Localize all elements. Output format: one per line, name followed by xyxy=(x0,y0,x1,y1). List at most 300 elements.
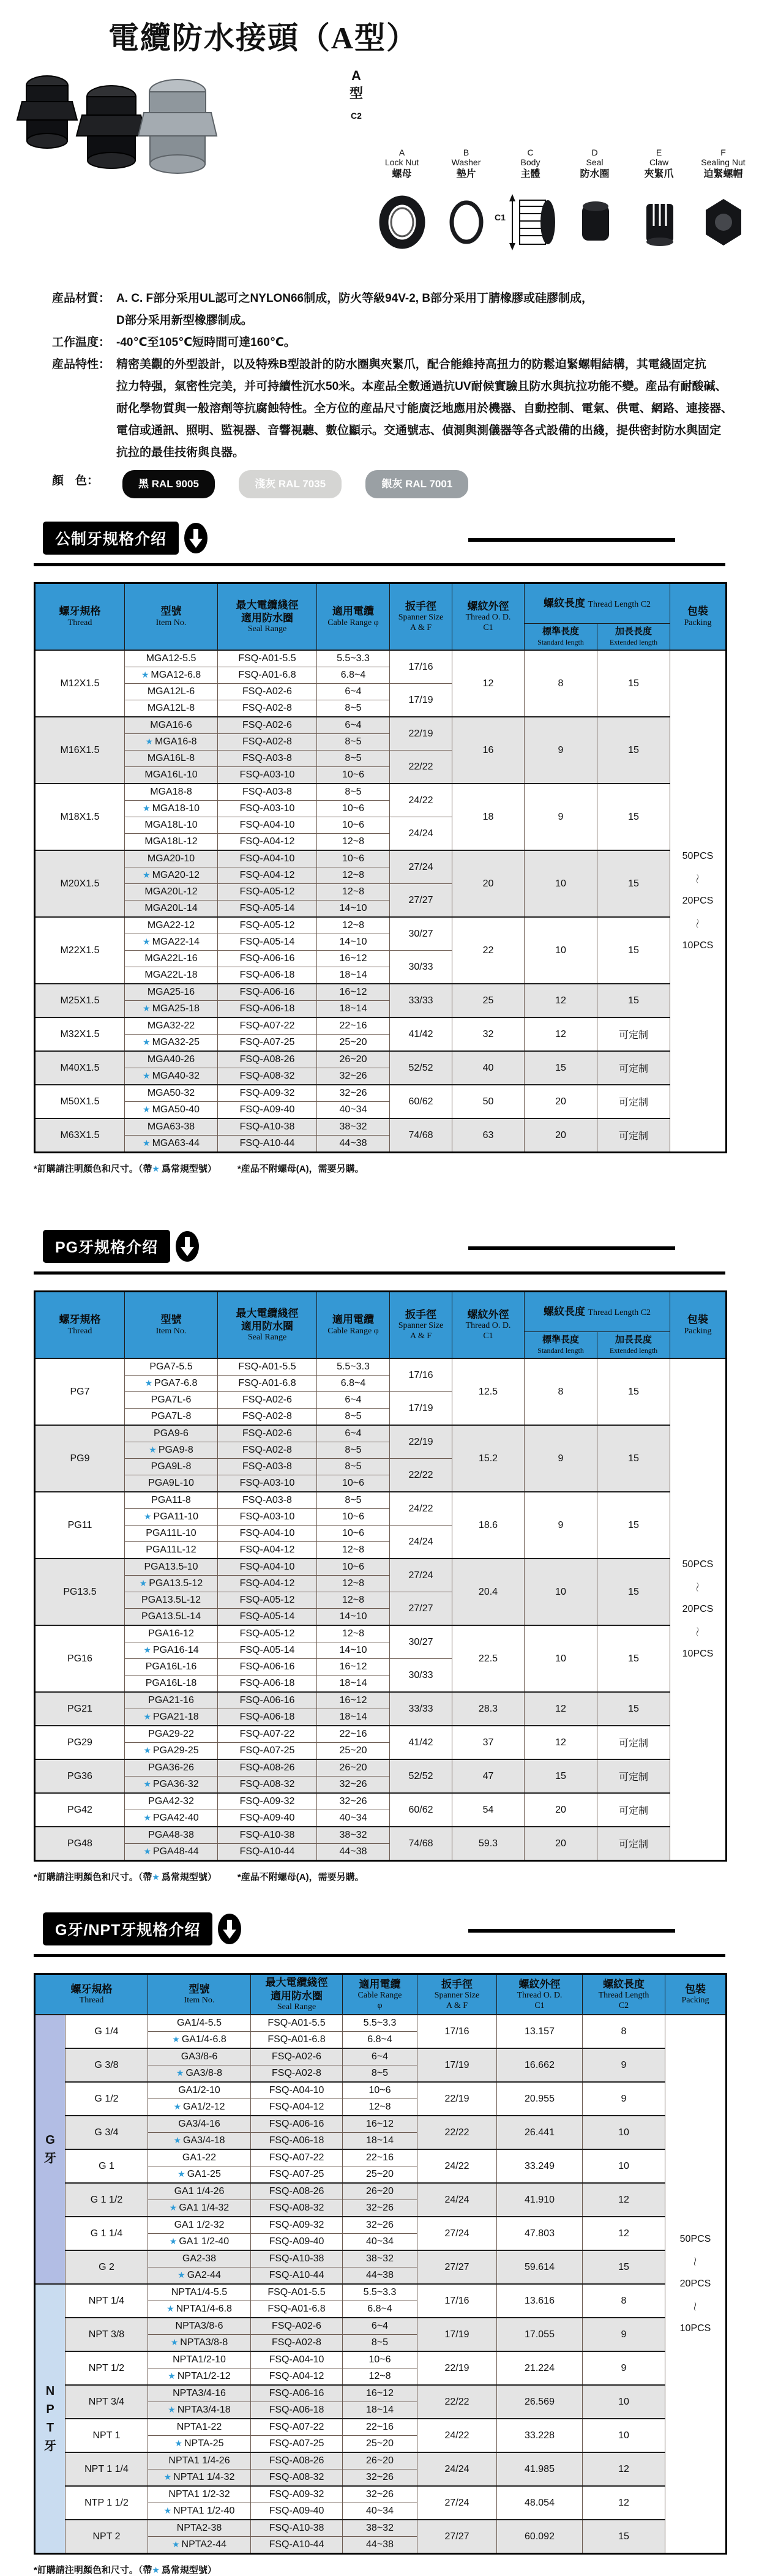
seal-range-cell: FSQ-A06-18 xyxy=(218,967,317,984)
spanner-size-cell: 22/22 xyxy=(390,1459,452,1492)
cable-range-cell: 10~6 xyxy=(317,767,390,784)
thread-size-cell: G 1/4 xyxy=(65,2015,148,2048)
seal-range-cell: FSQ-A02-6 xyxy=(218,1392,317,1409)
item-no-cell: ★ MGA22-14 xyxy=(125,934,218,951)
item-no-cell: NPTA1/4-5.5 xyxy=(148,2284,251,2301)
item-no-cell: ★ PGA36-32 xyxy=(125,1777,218,1794)
item-no-cell: MGA22-12 xyxy=(125,917,218,934)
thread-length-cell: 15 xyxy=(583,2250,665,2284)
thread-od-cell: 12.5 xyxy=(452,1358,525,1425)
gnpt-spec-table xyxy=(34,1973,727,2555)
item-no-cell: MGA50-32 xyxy=(125,1085,218,1102)
cable-range-cell: 14~10 xyxy=(317,1642,390,1659)
extended-length-cell: 15 xyxy=(597,1625,670,1692)
cable-range-cell: 8~5 xyxy=(317,734,390,751)
cable-range-cell: 38~32 xyxy=(343,2520,417,2537)
footnote-gnpt xyxy=(34,2563,759,2576)
seal-range-cell: FSQ-A06-18 xyxy=(218,1709,317,1726)
thread-od-cell: 32 xyxy=(452,1017,525,1051)
footnote-text: *産品不附螺母(A)，需要另購。 xyxy=(237,1164,364,1174)
standard-length-cell: 9 xyxy=(525,1492,597,1559)
star-icon: ★ xyxy=(143,1745,151,1755)
cable-range-cell: 12~8 xyxy=(317,1542,390,1559)
seal-range-cell: FSQ-A02-8 xyxy=(218,734,317,751)
seal-range-cell: FSQ-A02-6 xyxy=(251,2048,343,2065)
section-rule xyxy=(34,1954,725,1957)
footnote-text: *訂購請注明顏色和尺寸。（帶 xyxy=(34,2565,152,2575)
col-standard-length: 標準長度 Standard length xyxy=(525,1332,597,1359)
spanner-size-cell: 22/19 xyxy=(390,1425,452,1459)
item-no-cell: PGA13.5-10 xyxy=(125,1559,218,1576)
packing-line: 50PCS xyxy=(682,1559,714,1570)
cable-range-cell: 18~14 xyxy=(343,2133,417,2150)
col-cable-range: 適用電纜 Cable Range φ xyxy=(317,583,390,651)
feature-line-3 xyxy=(0,398,759,420)
thread-size-cell: NTP 1 1/2 xyxy=(65,2486,148,2520)
seal-range-cell: FSQ-A10-38 xyxy=(251,2250,343,2267)
thread-size-cell: PG13.5 xyxy=(35,1559,125,1625)
color-swatch-black: 黑 RAL 9005 xyxy=(122,470,215,498)
spanner-size-cell: 22/22 xyxy=(417,2116,497,2149)
item-no-cell: ★ NPTA-25 xyxy=(148,2436,251,2453)
seal-range-cell: FSQ-A02-8 xyxy=(218,1442,317,1459)
cable-range-cell: 8~5 xyxy=(343,2335,417,2352)
gland-photo-small xyxy=(17,76,77,148)
seal-range-cell: FSQ-A07-25 xyxy=(218,1035,317,1052)
color-swatch-silvergray: 銀灰 RAL 7001 xyxy=(365,470,468,498)
spanner-size-cell: 22/22 xyxy=(390,751,452,784)
seal-range-cell: FSQ-A05-14 xyxy=(218,934,317,951)
part-washer xyxy=(434,148,498,262)
section-rule xyxy=(34,563,725,566)
spanner-size-cell: 22/19 xyxy=(417,2082,497,2116)
thread-od-cell: 21.224 xyxy=(497,2351,583,2385)
seal-range-cell: FSQ-A09-32 xyxy=(218,1085,317,1102)
star-icon: ★ xyxy=(152,1164,160,1174)
item-no-cell: ★ PGA13.5-12 xyxy=(125,1576,218,1592)
cable-range-cell: 32~26 xyxy=(343,2217,417,2234)
item-no-cell: GA1/4-5.5 xyxy=(148,2015,251,2032)
item-no-cell: MGA32-22 xyxy=(125,1017,218,1035)
extended-length-cell: 15 xyxy=(597,917,670,984)
table-row xyxy=(35,2116,727,2133)
extended-length-cell: 15 xyxy=(597,1692,670,1726)
standard-length-cell: 10 xyxy=(525,850,597,917)
extended-length-cell: 15 xyxy=(597,1358,670,1425)
thread-length-cell: 9 xyxy=(583,2082,665,2116)
spanner-size-cell: 24/22 xyxy=(390,784,452,817)
cable-range-cell: 5.5~3.3 xyxy=(317,650,390,667)
standard-length-cell: 15 xyxy=(525,1051,597,1085)
cable-range-cell: 12~8 xyxy=(317,867,390,884)
seal-range-cell: FSQ-A06-18 xyxy=(251,2133,343,2150)
extended-length-cell: 可定制 xyxy=(597,1118,670,1153)
thread-od-cell: 26.441 xyxy=(497,2116,583,2149)
packing-cell xyxy=(665,2015,727,2554)
down-arrow-icon xyxy=(175,1230,200,1262)
spanner-size-cell: 30/27 xyxy=(390,1625,452,1659)
seal-range-cell: FSQ-A03-10 xyxy=(218,1509,317,1526)
part-claw xyxy=(627,148,691,262)
seal-range-cell: FSQ-A07-25 xyxy=(251,2166,343,2184)
item-no-cell: ★ NPTA3/4-18 xyxy=(148,2402,251,2419)
item-no-cell: MGA20-10 xyxy=(125,850,218,867)
seal-range-cell: FSQ-A04-10 xyxy=(251,2351,343,2368)
star-icon: ★ xyxy=(143,1779,151,1789)
star-icon: ★ xyxy=(169,2236,178,2246)
table-row xyxy=(35,2015,727,2032)
thread-length-cell: 15 xyxy=(583,2520,665,2554)
thread-size-cell: G 1/2 xyxy=(65,2082,148,2116)
table-row xyxy=(35,2183,727,2200)
exploded-diagram xyxy=(338,61,759,282)
sealing-nut-icon xyxy=(697,185,750,259)
packing-line: 〜 xyxy=(691,874,702,884)
star-icon: ★ xyxy=(178,2169,185,2179)
item-no-cell: MGA25-16 xyxy=(125,984,218,1001)
seal-range-cell: FSQ-A02-6 xyxy=(251,2318,343,2335)
feature-text-2: 拉力特强，氣密性完美，并可持續性沉水50米。本産品全數通過抗UV耐候實驗且防水與抗拉功能不變。産品有耐酸碱、 xyxy=(116,380,727,393)
thread-od-cell: 50 xyxy=(452,1085,525,1118)
packing-line: 10PCS xyxy=(679,2323,711,2334)
seal-range-cell: FSQ-A07-22 xyxy=(218,1017,317,1035)
cable-range-cell: 8~5 xyxy=(317,784,390,801)
thread-od-cell: 13.157 xyxy=(497,2015,583,2048)
cable-range-cell: 32~26 xyxy=(343,2200,417,2217)
item-no-cell: ★ NPTA1/2-12 xyxy=(148,2368,251,2386)
table-row xyxy=(35,1358,727,1376)
table-row xyxy=(35,1759,727,1777)
feature-text-3: 耐化學物質與一般溶劑等抗腐蝕特性。全方位的産品尺寸能廣泛地應用於機器、自動控制、電氣、供電、網路、連接器、 xyxy=(116,402,733,415)
table-row xyxy=(35,2385,727,2402)
item-no-cell: PGA9-6 xyxy=(125,1425,218,1442)
star-icon: ★ xyxy=(172,2034,180,2044)
thread-od-cell: 59.614 xyxy=(497,2250,583,2284)
thread-size-cell: G 3/8 xyxy=(65,2048,148,2082)
col-thread-od: 螺紋外徑 Thread O. D. C1 xyxy=(497,1974,583,2015)
item-no-cell: ★ PGA16-14 xyxy=(125,1642,218,1659)
thread-size-cell: NPT 1 xyxy=(65,2419,148,2452)
part-letter: E xyxy=(656,148,662,157)
cable-range-cell: 40~34 xyxy=(343,2234,417,2251)
spanner-size-cell: 41/42 xyxy=(390,1017,452,1051)
spanner-size-cell: 27/27 xyxy=(417,2250,497,2284)
pg-table-body xyxy=(35,1358,727,1861)
packing-line: 50PCS xyxy=(682,851,714,861)
cable-range-cell: 18~14 xyxy=(343,2402,417,2419)
col-item-no: 型號 Item No. xyxy=(148,1974,251,2015)
standard-length-cell: 20 xyxy=(525,1793,597,1827)
material-text-2: D部分采用新型橡膠制成。 xyxy=(116,314,253,327)
part-letter: F xyxy=(720,148,726,157)
item-no-cell: MGA63-38 xyxy=(125,1118,218,1136)
cable-range-cell: 32~26 xyxy=(317,1085,390,1102)
table-row xyxy=(35,717,727,734)
item-no-cell: GA2-38 xyxy=(148,2250,251,2267)
cable-range-cell: 22~16 xyxy=(343,2149,417,2166)
seal-range-cell: FSQ-A04-10 xyxy=(251,2082,343,2099)
star-icon: ★ xyxy=(143,1712,151,1721)
packing-cell xyxy=(670,650,727,1153)
seal-range-cell: FSQ-A05-14 xyxy=(218,1609,317,1626)
table-row xyxy=(35,1118,727,1136)
cable-range-cell: 32~26 xyxy=(317,1793,390,1810)
cable-range-cell: 44~38 xyxy=(343,2537,417,2554)
seal-range-cell: FSQ-A04-10 xyxy=(218,1559,317,1576)
seal-range-cell: FSQ-A06-16 xyxy=(218,951,317,967)
seal-range-cell: FSQ-A09-32 xyxy=(251,2217,343,2234)
thread-size-cell: G 2 xyxy=(65,2250,148,2284)
cable-range-cell: 8~5 xyxy=(317,1492,390,1509)
item-no-cell: NPTA3/8-6 xyxy=(148,2318,251,2335)
seal-range-cell: FSQ-A08-26 xyxy=(251,2183,343,2200)
seal-range-cell: FSQ-A06-16 xyxy=(251,2116,343,2133)
thread-od-cell: 48.054 xyxy=(497,2486,583,2520)
cable-range-cell: 10~6 xyxy=(317,817,390,834)
table-row xyxy=(35,1492,727,1509)
part-name-zh: 墊片 xyxy=(456,169,476,180)
part-seal xyxy=(563,148,627,262)
down-arrow-icon xyxy=(184,522,208,554)
col-thread: 螺牙規格 Thread xyxy=(35,583,125,651)
seal-range-cell: FSQ-A06-16 xyxy=(218,1692,317,1709)
cable-range-cell: 6~4 xyxy=(317,717,390,734)
item-no-cell: ★ MGA50-40 xyxy=(125,1102,218,1119)
item-no-cell: MGA22L-18 xyxy=(125,967,218,984)
item-no-cell: GA1-22 xyxy=(148,2149,251,2166)
footnote-text: *訂購請注明顏色和尺寸。（帶 xyxy=(34,1872,152,1882)
c2-dimension-label: C2 xyxy=(351,111,362,121)
part-name-en: Washer xyxy=(451,157,481,168)
cable-range-cell: 12~8 xyxy=(317,1576,390,1592)
star-icon: ★ xyxy=(143,1104,151,1114)
star-icon: ★ xyxy=(143,1071,151,1080)
star-icon: ★ xyxy=(145,736,154,746)
seal-range-cell: FSQ-A02-6 xyxy=(218,684,317,700)
part-name-en: Body xyxy=(520,157,540,168)
spanner-size-cell: 24/22 xyxy=(417,2419,497,2452)
seal-range-cell: FSQ-A08-32 xyxy=(218,1777,317,1794)
metric-table-body xyxy=(35,650,727,1153)
cable-range-cell: 10~6 xyxy=(317,850,390,867)
table-row xyxy=(35,1017,727,1035)
cable-range-cell: 6~4 xyxy=(317,1425,390,1442)
part-sealing-nut xyxy=(691,148,755,262)
table-row xyxy=(35,2318,727,2335)
part-name-zh: 迫緊螺帽 xyxy=(703,169,743,180)
thread-od-cell: 20.955 xyxy=(497,2082,583,2116)
item-no-cell: ★ NPTA1 1/4-32 xyxy=(148,2469,251,2487)
thread-size-cell: M22X1.5 xyxy=(35,917,125,984)
seal-range-cell: FSQ-A02-8 xyxy=(251,2065,343,2083)
material-label: 産品材質： xyxy=(52,292,111,305)
down-arrow-icon xyxy=(217,1913,242,1945)
item-no-cell: PGA11-8 xyxy=(125,1492,218,1509)
star-icon: ★ xyxy=(149,1445,157,1455)
gland-photo-medium xyxy=(77,86,146,168)
spanner-size-cell: 17/16 xyxy=(390,1358,452,1392)
thread-od-cell: 22.5 xyxy=(452,1625,525,1692)
seal-range-cell: FSQ-A09-40 xyxy=(251,2503,343,2520)
star-icon: ★ xyxy=(152,2565,160,2575)
seal-range-cell: FSQ-A03-10 xyxy=(218,767,317,784)
spanner-size-cell: 33/33 xyxy=(390,1692,452,1726)
star-icon: ★ xyxy=(169,2203,178,2212)
cable-range-cell: 25~20 xyxy=(343,2166,417,2184)
item-no-cell: ★ NPTA3/8-8 xyxy=(148,2335,251,2352)
cable-range-cell: 14~10 xyxy=(317,1609,390,1626)
cable-range-cell: 22~16 xyxy=(317,1726,390,1743)
seal-range-cell: FSQ-A05-14 xyxy=(218,1642,317,1659)
item-no-cell: MGA18L-10 xyxy=(125,817,218,834)
thread-size-cell: NPT 1 1/4 xyxy=(65,2452,148,2486)
cable-range-cell: 38~32 xyxy=(317,1827,390,1844)
star-icon: ★ xyxy=(166,2304,174,2313)
star-icon: ★ xyxy=(143,1138,151,1148)
feature-line-1 xyxy=(0,354,759,376)
cable-range-cell: 6~4 xyxy=(317,1392,390,1409)
cable-range-cell: 10~6 xyxy=(317,1559,390,1576)
table-row xyxy=(35,2486,727,2503)
table-row xyxy=(35,984,727,1001)
thread-od-cell: 28.3 xyxy=(452,1692,525,1726)
thread-length-cell: 10 xyxy=(583,2385,665,2419)
spanner-size-cell: 52/52 xyxy=(390,1051,452,1085)
item-no-cell: ★ PGA42-40 xyxy=(125,1810,218,1827)
seal-range-cell: FSQ-A02-8 xyxy=(251,2335,343,2352)
standard-length-cell: 12 xyxy=(525,1692,597,1726)
spanner-size-cell: 17/16 xyxy=(417,2015,497,2048)
cable-range-cell: 5.5~3.3 xyxy=(343,2284,417,2301)
feature-line-2 xyxy=(0,376,759,398)
seal-range-cell: FSQ-A10-38 xyxy=(218,1118,317,1136)
table-row xyxy=(35,2048,727,2065)
cable-range-cell: 25~20 xyxy=(317,1035,390,1052)
seal-range-cell: FSQ-A03-8 xyxy=(218,1492,317,1509)
temperature-line xyxy=(0,332,759,354)
cable-range-cell: 26~20 xyxy=(317,1759,390,1777)
col-cable-range: 適用電纜 Cable Range φ xyxy=(317,1292,390,1359)
thread-size-cell: M12X1.5 xyxy=(35,650,125,717)
part-letter: D xyxy=(591,148,598,157)
seal-range-cell: FSQ-A05-12 xyxy=(218,917,317,934)
item-no-cell: ★ GA1/2-12 xyxy=(148,2099,251,2116)
table-row xyxy=(35,2149,727,2166)
feature-text-4: 電信或通訊、照明、監視器、音響視聽、數位顯示。交通號志、偵測與測儀器等各式設備的出綫，提供密封防水與固定 xyxy=(116,424,722,437)
thread-size-cell: PG36 xyxy=(35,1759,125,1793)
seal-range-cell: FSQ-A04-12 xyxy=(218,1542,317,1559)
product-photo-illustration xyxy=(13,54,215,185)
packing-line: 50PCS xyxy=(679,2234,711,2244)
col-spanner-size: 扳手徑 Spanner Size A & F xyxy=(390,1292,452,1359)
cable-range-cell: 8~5 xyxy=(317,1459,390,1475)
star-icon: ★ xyxy=(174,2438,182,2448)
item-no-cell: ★ GA1 1/2-40 xyxy=(148,2234,251,2251)
cable-range-cell: 6.8~4 xyxy=(343,2301,417,2318)
thread-od-cell: 16 xyxy=(452,717,525,784)
thread-od-cell: 41.910 xyxy=(497,2183,583,2217)
footnote-text: 爲常規型號） xyxy=(161,2565,217,2575)
seal-range-cell: FSQ-A04-12 xyxy=(218,834,317,851)
thread-od-cell: 47 xyxy=(452,1759,525,1793)
body-icon xyxy=(500,185,561,259)
table-row xyxy=(35,850,727,867)
color-options-row xyxy=(0,470,759,496)
seal-range-cell: FSQ-A02-8 xyxy=(218,1409,317,1426)
item-no-cell: NPTA1 1/4-26 xyxy=(148,2452,251,2469)
table-row xyxy=(35,2284,727,2301)
footnote-pg xyxy=(34,1870,759,1883)
seal-range-cell: FSQ-A04-12 xyxy=(218,1576,317,1592)
star-icon: ★ xyxy=(163,2472,172,2482)
cable-range-cell: 26~20 xyxy=(343,2183,417,2200)
star-icon: ★ xyxy=(143,1645,151,1655)
item-no-cell: PGA16-12 xyxy=(125,1625,218,1642)
feature-label: 産品特性： xyxy=(52,358,111,371)
cable-range-cell: 16~12 xyxy=(317,1659,390,1676)
table-row xyxy=(35,2351,727,2368)
part-body xyxy=(495,148,563,262)
spanner-size-cell: 17/19 xyxy=(417,2048,497,2082)
seal-range-cell: FSQ-A01-5.5 xyxy=(251,2284,343,2301)
thread-length-cell: 12 xyxy=(583,2217,665,2250)
standard-length-cell: 12 xyxy=(525,1017,597,1051)
spec-text-block xyxy=(0,288,759,496)
seal-range-cell: FSQ-A07-22 xyxy=(251,2419,343,2436)
cable-range-cell: 32~26 xyxy=(343,2486,417,2503)
seal-range-cell: FSQ-A04-12 xyxy=(251,2368,343,2386)
spanner-size-cell: 41/42 xyxy=(390,1726,452,1759)
spanner-size-cell: 27/24 xyxy=(390,850,452,884)
section-title-metric: 公制牙规格介绍 xyxy=(43,522,179,555)
item-no-cell: GA1/2-10 xyxy=(148,2082,251,2099)
thread-type-cell: G 牙 xyxy=(35,2015,65,2284)
section-rule xyxy=(34,1271,725,1275)
seal-range-cell: FSQ-A01-6.8 xyxy=(251,2301,343,2318)
thread-size-cell: M50X1.5 xyxy=(35,1085,125,1118)
item-no-cell: MGA12L-6 xyxy=(125,684,218,700)
cable-range-cell: 10~6 xyxy=(317,801,390,817)
col-item-no: 型號 Item No. xyxy=(125,1292,218,1359)
footnote-metric xyxy=(34,1162,759,1175)
thread-length-cell: 8 xyxy=(583,2015,665,2048)
table-row xyxy=(35,917,727,934)
standard-length-cell: 9 xyxy=(525,717,597,784)
cable-range-cell: 12~8 xyxy=(317,884,390,900)
seal-range-cell: FSQ-A09-32 xyxy=(251,2486,343,2503)
cable-range-cell: 10~6 xyxy=(317,1509,390,1526)
section-title-pg: PG牙规格介绍 xyxy=(43,1230,170,1263)
seal-range-cell: FSQ-A03-10 xyxy=(218,1475,317,1492)
seal-range-cell: FSQ-A03-8 xyxy=(218,751,317,767)
packing-line: 10PCS xyxy=(682,940,714,951)
seal-range-cell: FSQ-A01-6.8 xyxy=(218,1376,317,1392)
extended-length-cell: 15 xyxy=(597,717,670,784)
item-no-cell: ★ PGA21-18 xyxy=(125,1709,218,1726)
item-no-cell: PGA7L-8 xyxy=(125,1409,218,1426)
spanner-size-cell: 17/19 xyxy=(390,1392,452,1426)
thread-od-cell: 59.3 xyxy=(452,1827,525,1861)
thread-length-cell: 12 xyxy=(583,2183,665,2217)
feature-text-1: 精密美觀的外型設計，以及特殊B型設計的防水圈與夾緊爪，配合能維持高扭力的防鬆迫緊螺帽結構，其電綫固定抗 xyxy=(116,358,706,371)
col-extended-length: 加長長度 Extended length xyxy=(597,624,670,651)
item-no-cell: ★ NPTA2-44 xyxy=(148,2537,251,2554)
spanner-size-cell: 24/24 xyxy=(417,2183,497,2217)
color-label: 顏 色： xyxy=(52,474,99,487)
item-no-cell: ★ MGA25-18 xyxy=(125,1001,218,1018)
item-no-cell: PGA11L-10 xyxy=(125,1526,218,1542)
standard-length-cell: 10 xyxy=(525,917,597,984)
